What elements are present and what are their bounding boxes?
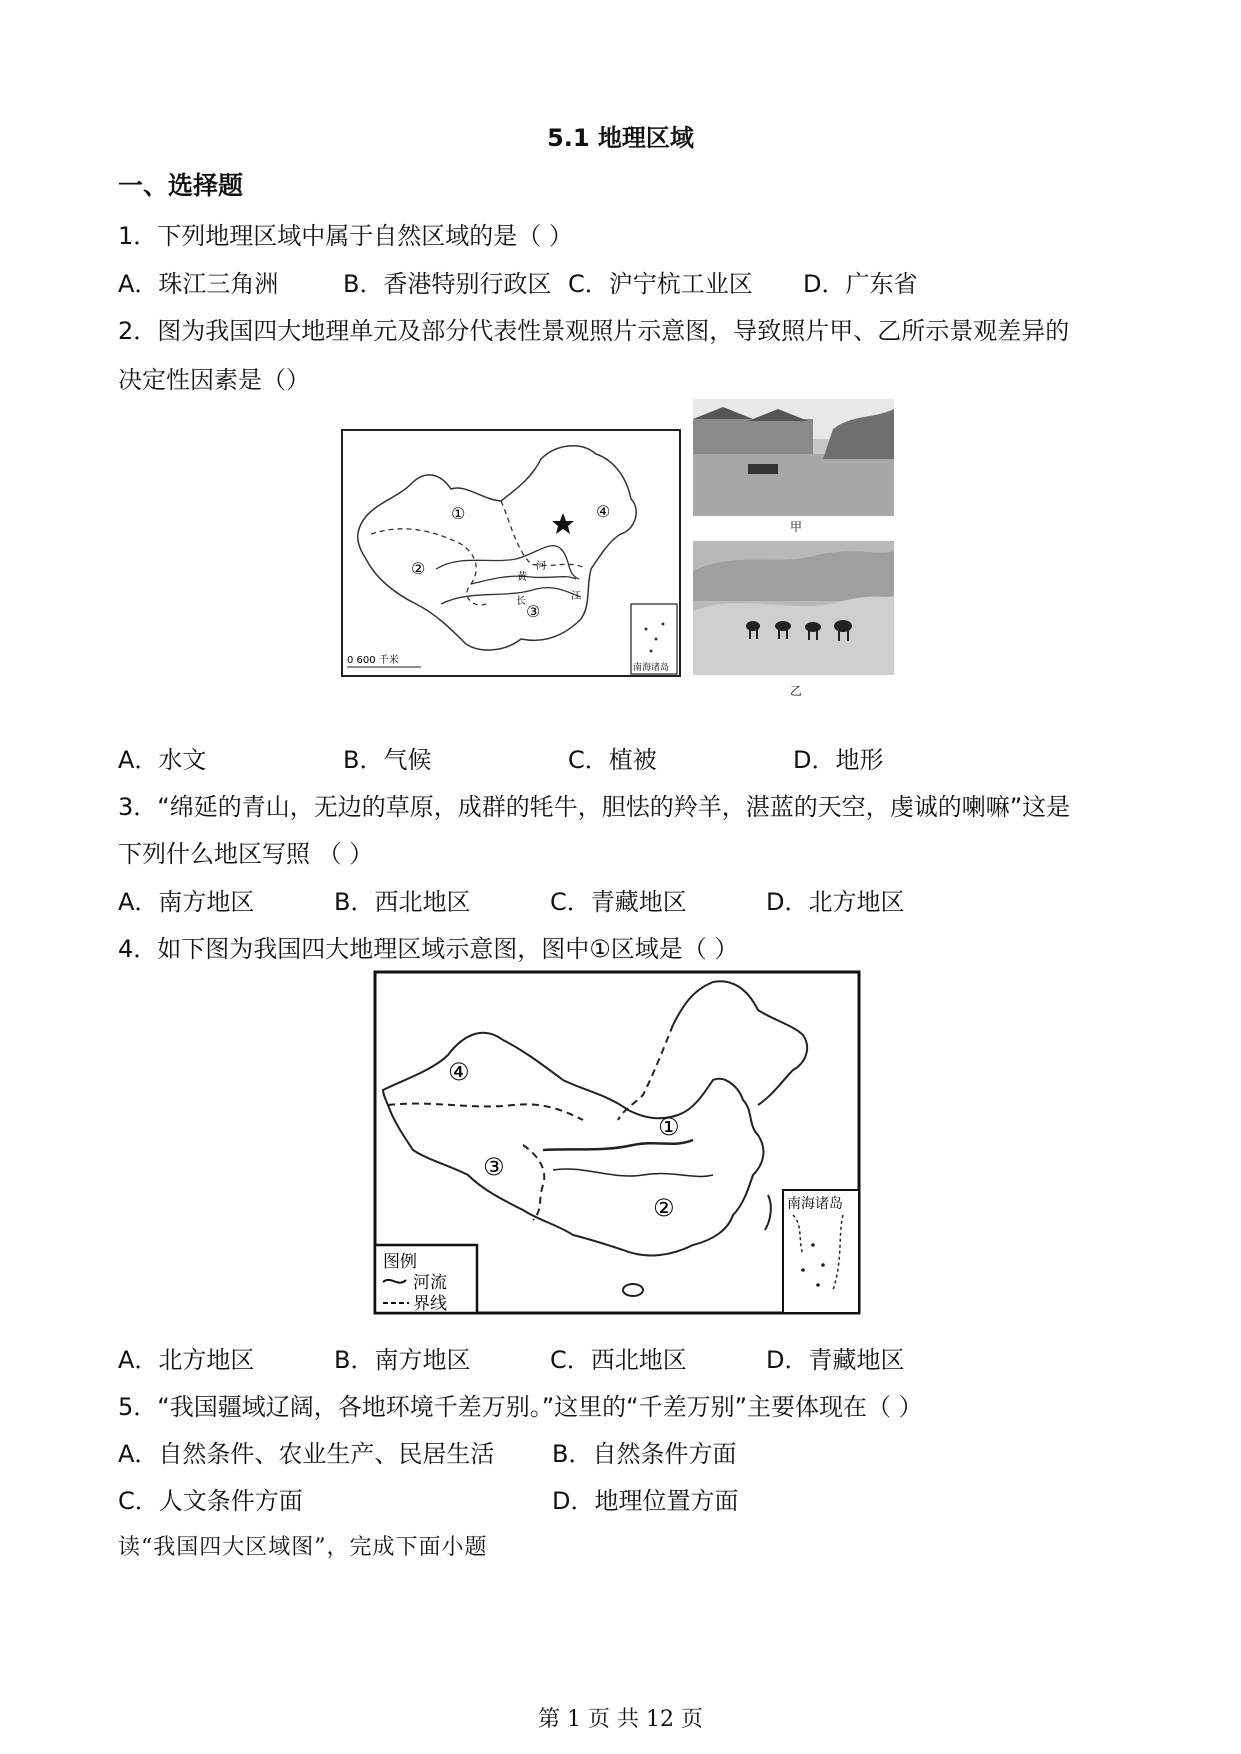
q1-options: [118, 264, 917, 299]
q2-option-b: B．气候: [343, 746, 432, 774]
map1-river-chang: 长: [516, 596, 526, 607]
photo-jia-caption: 甲: [789, 520, 802, 534]
photo-yi-caption: 乙: [789, 684, 802, 698]
china-four-regions-map-1: [341, 429, 681, 677]
map2-legend-title: 图例: [383, 1252, 417, 1272]
china-four-regions-map-2: [373, 970, 861, 1315]
q2-option-a: A．水文: [118, 746, 207, 774]
read-instruction: 读“我国四大区域图”，完成下面小题: [118, 1535, 488, 1560]
map2-inset-label: 南海诸岛: [787, 1196, 843, 1212]
q2-option-d: D．地形: [793, 746, 884, 774]
map1-river-jiang: 江: [571, 591, 581, 602]
q1-option-c: C．沪宁杭工业区: [568, 270, 753, 298]
q3-option-c: C．青藏地区: [550, 888, 687, 916]
q2-stem-line2: 决定性因素是（）: [118, 366, 310, 394]
q4-stem: 4．如下图为我国四大地理区域示意图，图中①区域是（ ）: [118, 935, 739, 963]
q5-options-row1: [118, 1434, 736, 1469]
q1-stem: 1．下列地理区域中属于自然区域的是（ ）: [118, 222, 573, 250]
map2-label-4: ④: [448, 1058, 470, 1086]
q4-option-d: D．青藏地区: [766, 1346, 905, 1374]
map2-legend-river: 河流: [413, 1273, 447, 1293]
photo-yi-desert: [693, 541, 894, 675]
q4-option-a: A．北方地区: [118, 1346, 255, 1374]
q4-options: [118, 1340, 904, 1375]
q2-stem-line1: 2．图为我国四大地理单元及部分代表性景观照片示意图，导致照片甲、乙所示景观差异的: [118, 317, 1070, 345]
map1-label-4: ④: [596, 502, 611, 521]
map1-scale: 0 600 千米: [347, 655, 399, 666]
q3-option-d: D．北方地区: [766, 888, 905, 916]
q5-option-d: D．地理位置方面: [552, 1487, 739, 1515]
page-footer: 第 1 页 共 12 页: [538, 1707, 703, 1732]
photo-jia-water-town: [693, 399, 894, 516]
map1-label-3: ③: [526, 602, 541, 621]
map2-label-3: ③: [483, 1153, 505, 1181]
q5-option-b: B．自然条件方面: [552, 1440, 737, 1468]
q3-options: [118, 882, 904, 917]
q5-option-a: A．自然条件、农业生产、民居生活: [118, 1440, 495, 1468]
map1-label-1: ①: [451, 504, 466, 523]
section-heading: 一、选择题: [118, 171, 244, 200]
q1-option-d: D．广东省: [803, 270, 918, 298]
map1-label-2: ②: [411, 559, 426, 578]
map1-river-he: 河: [536, 561, 546, 572]
q3-stem-line2: 下列什么地区写照 （ ）: [118, 840, 374, 868]
q1-option-a: A．珠江三角洲: [118, 270, 279, 298]
q3-stem-line1: 3．“绵延的青山，无边的草原，成群的牦牛，胆怯的羚羊，湛蓝的天空，虔诚的喇嘛”这是: [118, 793, 1071, 821]
q5-option-c: C．人文条件方面: [118, 1487, 303, 1515]
q2-options: [118, 740, 883, 775]
map2-legend-border: 界线: [413, 1294, 447, 1314]
map2-label-1: ①: [658, 1113, 680, 1141]
map2-label-2: ②: [653, 1194, 675, 1222]
q4-option-c: C．西北地区: [550, 1346, 687, 1374]
q2-option-c: C．植被: [568, 746, 657, 774]
q5-options-row2: [118, 1481, 738, 1516]
q3-option-b: B．西北地区: [334, 888, 471, 916]
page-title: 5.1 地理区域: [547, 124, 694, 152]
map1-inset-label: 南海诸岛: [633, 663, 670, 673]
q4-option-b: B．南方地区: [334, 1346, 471, 1374]
q3-option-a: A．南方地区: [118, 888, 255, 916]
q1-option-b: B．香港特别行政区: [343, 270, 552, 298]
map1-river-huang: 黄: [517, 572, 527, 583]
q5-stem: 5．“我国疆域辽阔，各地环境千差万别。”这里的“千差万别”主要体现在（ ）: [118, 1393, 923, 1421]
